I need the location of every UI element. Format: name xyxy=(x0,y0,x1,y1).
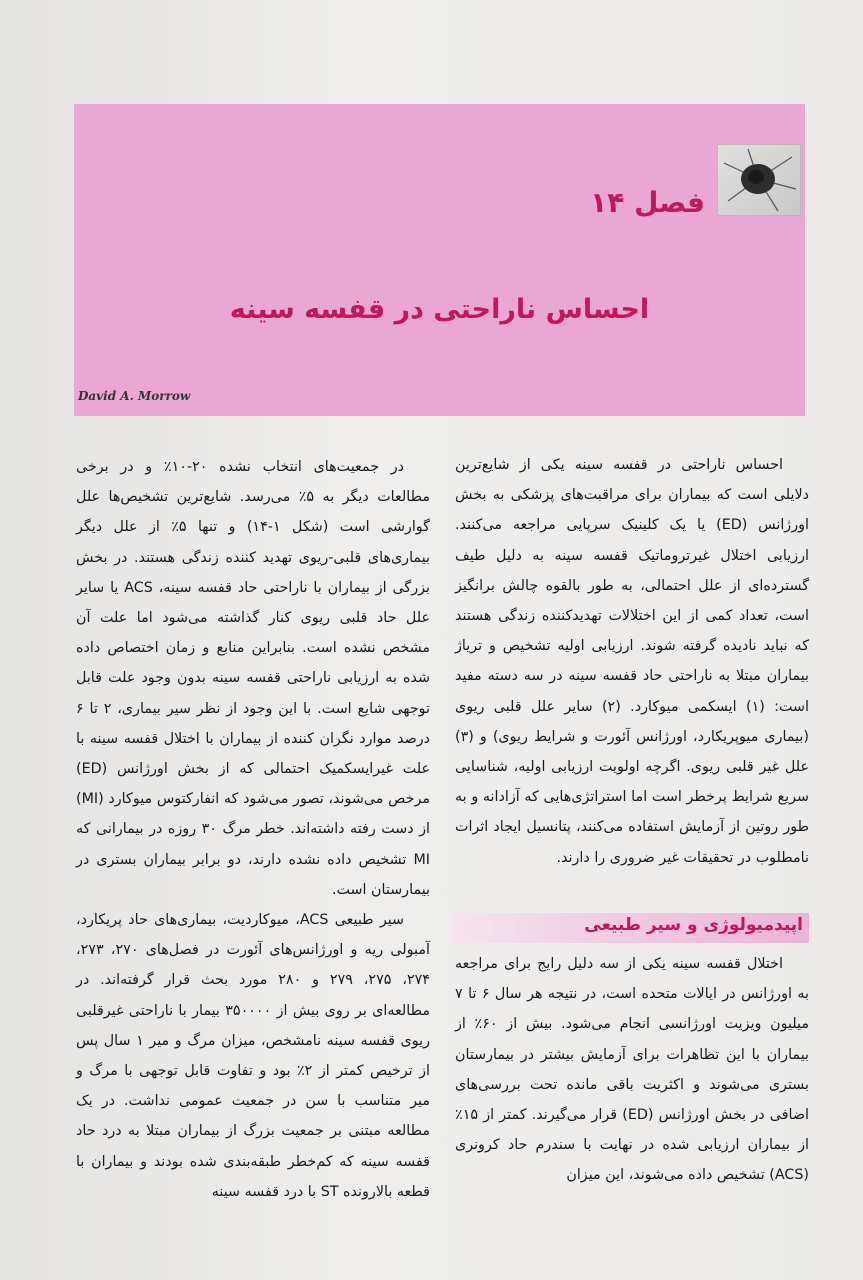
left-column xyxy=(76,452,430,1207)
left-paragraph-1: در جمعیت‌های انتخاب نشده ۲۰-۱۰٪ و در برخی مطالعات دیگر به ۵٪ می‌رسد. شایع‌ترین تشخیص‌ها علل گوارشی است (شکل ۱-۱۴) و تنها ۵٪ از علل دیگر بیماری‌های قلبی-ریوی تهدید کننده زندگی هستند. در بخش بزرگی از بیماران با ناراحتی حاد قفسه سینه، ACS یا سایر علل حاد قلبی ریوی کنار گذاشته می‌شود اما علت آن مشخص نشده است. بنابراین منابع و زمان اختصاص داده شده به ارزیابی ناراحتی قفسه سینه بدون وجود علت قابل توجهی شایع است. با این وجود از نظر سیر بیماری، ۲ تا ۶ درصد موارد نگران کننده از بیماران با اختلال قفسه سینه با علت غیرایسکمیک احتمالی که از بخش اورژانس (ED) مرخص می‌شوند، تصور می‌شود که انفارکتوس میوکارد (MI) از دست رفته داشته‌اند. خطر مرگ ۳۰ روزه در بیمارانی که MI تشخیص داده نشده دارند، دو برابر بیماران بستری در بیمارستان است. xyxy=(76,459,431,898)
section-heading-bar xyxy=(450,913,809,943)
chapter-banner xyxy=(74,104,805,416)
left-paragraph-2: سیر طبیعی ACS، میوکاردیت، بیماری‌های حاد پریکارد، آمبولی ریه و اورژانس‌های آئورت در فصل‌های ۲۷۰، ۲۷۳، ۲۷۴، ۲۷۵، ۲۷۹ و ۲۸۰ مورد بحث قرار گرفته‌اند. در مطالعه‌ای بر روی بیش از ۳۵۰۰۰۰ بیمار با ناراحتی غیرقلبی ریوی قفسه سینه نامشخص، میزان مرگ و میر ۱ سال پس از ترخیص کمتر از ۲٪ بود و تفاوت قابل توجهی با مرگ و میر متناسب با سن در جمعیت عمومی نداشت. در یک مطالعه مبتنی بر جمعیت بزرگ از بیماران مبتلا به درد حاد قفسه سینه که کم‌خطر طبقه‌بندی شده بودند و بیماران با قطعه بالارونده ST با درد قفسه سینه xyxy=(76,912,431,1200)
cell-icon xyxy=(717,144,801,216)
chapter-title: احساس ناراحتی در قفسه سینه xyxy=(229,294,650,325)
author-name: David A. Morrow xyxy=(78,389,191,403)
epidemiology-column xyxy=(455,949,809,1191)
intro-column xyxy=(455,450,809,873)
epidemiology-paragraph: اختلال قفسه سینه یکی از سه دلیل رایج برای مراجعه به اورژانس در ایالات متحده است، در نتیجه هر سال ۶ تا ۷ میلیون ویزیت اورژانسی انجام می‌شود. بیش از ۶۰٪ از بیماران با این تظاهرات برای آزمایش بیشتر در بیمارستان بستری می‌شوند و اکثریت باقی مانده تحت بررسی‌های اضافی در بخش اورژانس (ED) قرار می‌گیرند. کمتر از ۱۵٪ از بیماران ارزیابی شده در نهایت با سندرم حاد کرونری (ACS) تشخیص داده می‌شوند، این میزان xyxy=(455,956,809,1184)
intro-paragraph: احساس ناراحتی در قفسه سینه یکی از شایع‌ترین دلایلی است که بیماران برای مراقبت‌های پزشکی به بخش اورژانس (ED) یا یک کلینیک سرپایی مراجعه می‌کنند. ارزیابی اختلال غیرتروماتیک قفسه سینه به دلیل طیف گسترده‌ای از علل احتمالی، به طور بالقوه چالش برانگیز است، تعداد کمی از این اختلالات تهدیدکننده زندگی هستند که نباید نادیده گرفته شوند. ارزیابی اولیه تشخیص و تریاژ بیماران مبتلا به ناراحتی حاد قفسه سینه در سه دسته مفید است: (۱) ایسکمی میوکارد. (۲) سایر علل قلبی ریوی (بیماری میوپریکارد، اورژانس آئورت و شرایط ریوی) و (۳) علل غیر قلبی ریوی. اگرچه اولویت ارزیابی اولیه، شناسایی سریع شرایط پرخطر است اما استراتژی‌هایی که آزادانه و به طور روتین از آزمایش استفاده می‌کنند، پتانسیل ایجاد اثرات نامطلوب در تحقیقات غیر ضروری را دارند. xyxy=(455,457,809,866)
section-heading: اپیدمیولوژی و سیر طبیعی xyxy=(584,915,803,935)
chapter-number: فصل ۱۴ xyxy=(590,186,705,219)
